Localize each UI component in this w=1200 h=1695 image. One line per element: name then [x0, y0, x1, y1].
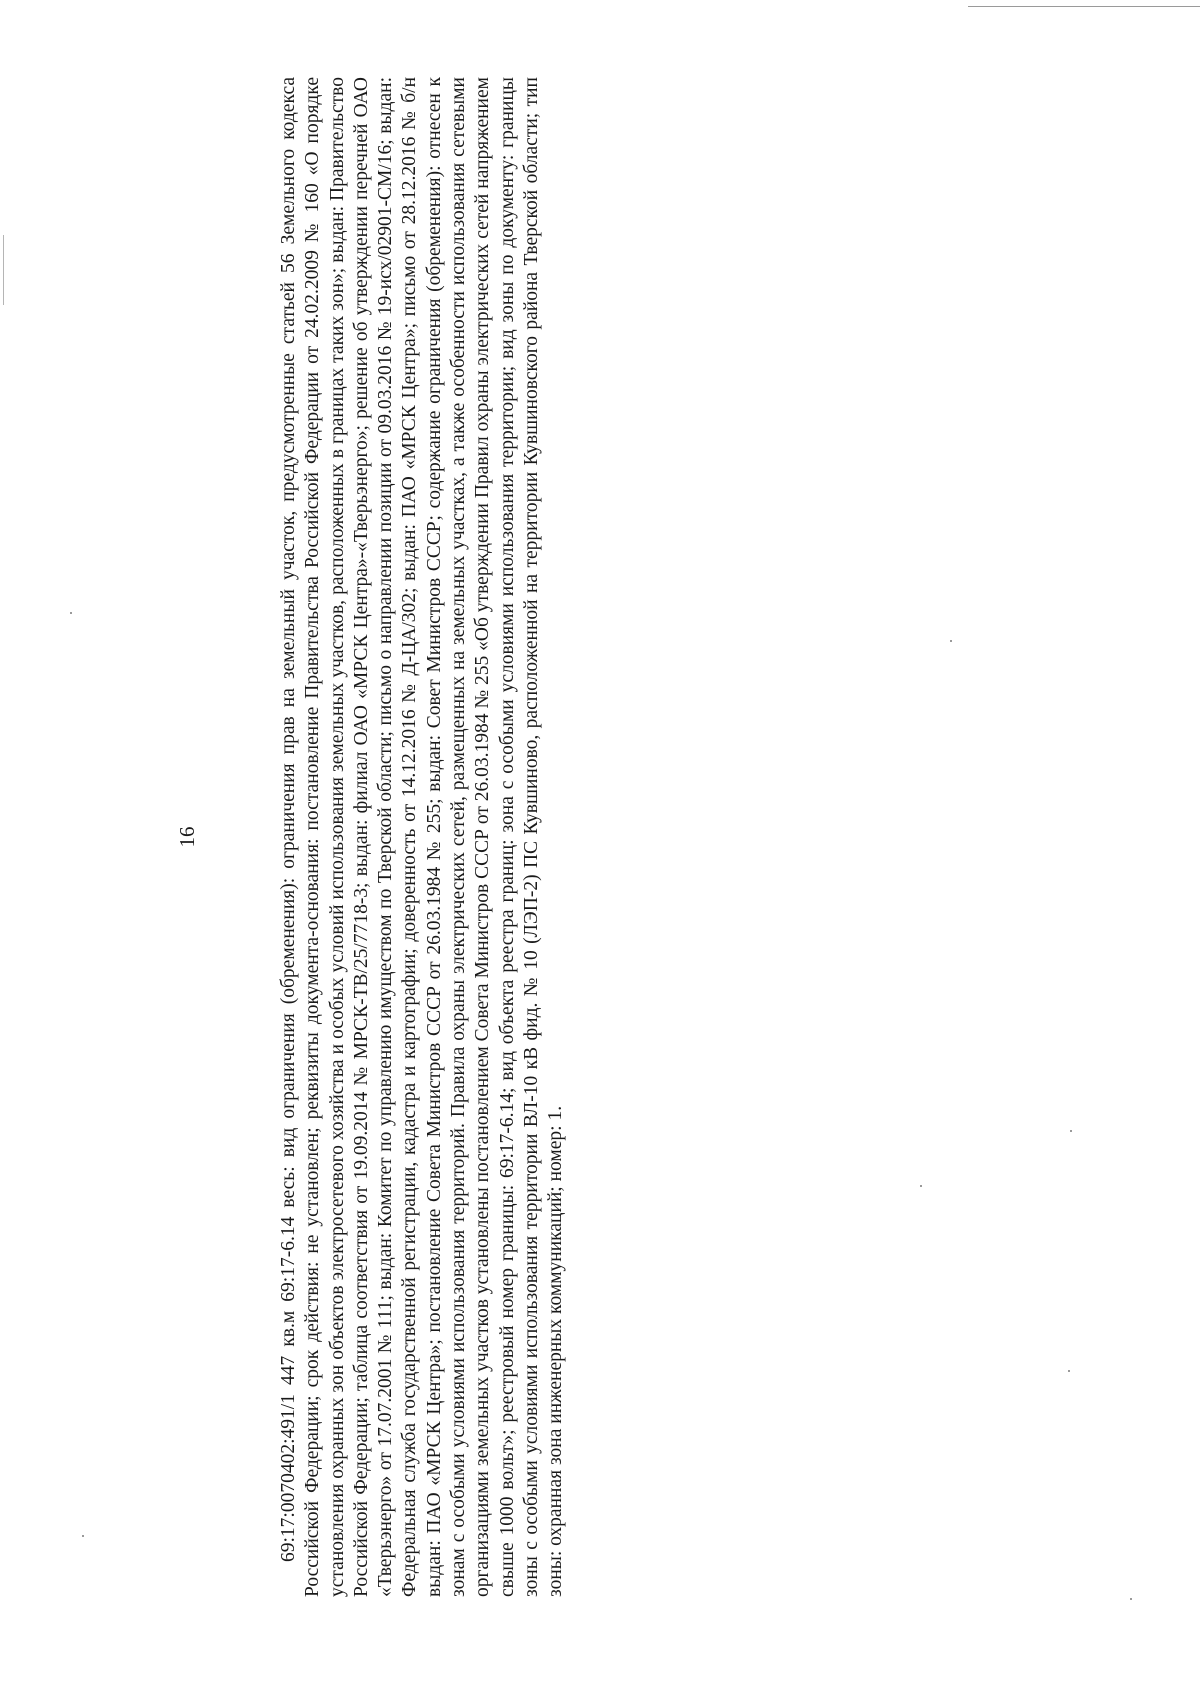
- body-paragraph: 69:17:0070402:491/1 447 кв.м 69:17-6.14 весь: вид ограничения (обременения): ограничения прав на земельный участок, предусмотренные статьей 56 Земельного кодекса Российской Федерации; срок действия: не установлен; реквизиты документа-основания: постановление Правительства Российской Федерации от 24.02.2009 № 160 «О порядке установления охранных зон объектов электросетевого хозяйства и особых условий использования земельных участков, расположенных в границах таких зон»; выдан: Правительство Российской Федерации; таблица соответствия от 19.09.2014 № МРСК-ТВ/25/7718-3; выдан: филиал ОАО «МРСК Центра»-«Тверьэнерго»; решение об утверждении перечней ОАО «Тверьэнерго» от 17.07.2001 № 111; выдан: Комитет по управлению имуществом по Тверской области; письмо о направлении позиции от 09.03.2016 № 19-исх/02901-СМ/16; выдан: Федеральная служба государственной регистрации, кадастра и картографии; доверенность от 14.12.2016 № Д-ЦА/302; выдан: ПАО «МРСК Центра»; письмо от 28.12.2016 № б/н выдан: ПАО «МРСК Центра»; постановление Совета Министров СССР от 26.03.1984 № 255; выдан: Совет Министров СССР; содержание ограничения (обременения): отнесен к зонам с особыми условиями использования территорий. Правила охраны электрических сетей, размещенных на земельных участках, а также особенности использования сетевыми организациями земельных участков установлены постановлением Совета Министров СССР от 26.03.1984 № 255 «Об утверждении Правил охраны электрических сетей напряжением свыше 1000 вольт»; реестровый номер границы: 69:17-6.14; вид объекта реестра границ: зона с особыми условиями использования территории; вид зоны по документу: границы зоны с особыми условиями использования территории ВЛ-10 кВ фид. № 10 (ЛЭП-2) ПС Кувшиново, расположенной на территории Кувшиновского района Тверской области; тип зоны: охранная зона инженерных коммуникаций; номер: 1.: [278, 77, 567, 1597]
- scan-speck: [82, 1535, 84, 1537]
- scan-speck: [1070, 1130, 1072, 1132]
- page-number: 16: [175, 826, 199, 848]
- scan-edge-left: [3, 235, 4, 305]
- rotated-page-content: [172, 77, 592, 1597]
- scan-speck: [1068, 1370, 1070, 1372]
- scan-speck: [70, 612, 72, 614]
- scan-edge-top: [968, 6, 1200, 7]
- scan-speck: [1130, 1598, 1132, 1600]
- scan-speck: [920, 1185, 922, 1187]
- scan-speck: [950, 640, 952, 642]
